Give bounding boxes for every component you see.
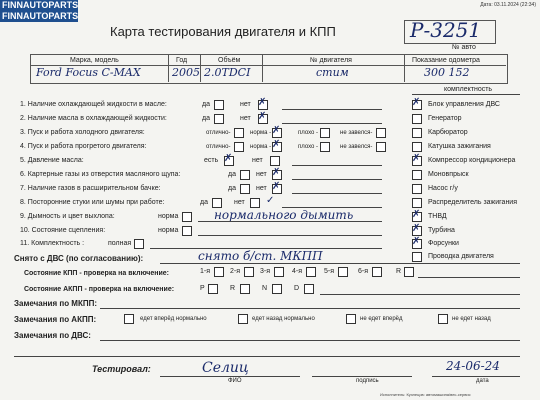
kpp-gear-r: R: [396, 268, 402, 275]
col-odometer-header: Показание одометра: [412, 57, 480, 64]
component-6: Моновпрыск: [428, 171, 469, 178]
check-1-yes: да: [202, 101, 210, 108]
kpp-label: Состояние КПП - проверка на включение:: [24, 270, 169, 277]
component-9: ТНВД: [428, 213, 447, 220]
smoke-handwritten: нормального дымить: [214, 208, 354, 222]
akpp-back-ok: едет назад нормально: [252, 316, 315, 322]
component-box-3[interactable]: [412, 128, 422, 138]
akpp-gear-p: P: [200, 285, 205, 292]
check-mark-icon: ✗: [412, 223, 421, 234]
odometer-value: 300 152: [424, 66, 470, 79]
logo-line-2: FINNAUTOPARTS: [2, 11, 79, 21]
check-4-excellent-box[interactable]: [234, 142, 244, 152]
component-2: Генератор: [428, 115, 462, 122]
check-5-no-box[interactable]: [270, 156, 280, 166]
check-4-bad: плохо -: [298, 144, 319, 150]
remarks-dvs-label: Замечания по ДВС:: [14, 331, 91, 340]
akpp-gear-n-box[interactable]: [272, 284, 282, 294]
check-mark-icon: ✗: [272, 181, 281, 192]
check-6-yes: да: [228, 171, 236, 178]
check-mark-icon: ✗: [224, 153, 233, 164]
akpp-no-forward: не едет вперёд: [360, 316, 403, 322]
check-2-no: нет: [240, 115, 251, 122]
removed-handwritten: снято б/ст. МКПП: [198, 249, 323, 263]
check-2-label: 2. Наличие масла в охлаждающей жидкости:: [20, 115, 167, 122]
check-8-no: нет: [234, 199, 245, 206]
component-8: Распределитель зажигания: [428, 199, 518, 206]
kpp-gear-6: 6-я: [358, 268, 369, 275]
engine-value: стим: [316, 66, 349, 79]
check-7-yes: да: [228, 185, 236, 192]
answer-line: [198, 235, 382, 236]
company-logo: [0, 0, 78, 22]
kpp-gear-1-box[interactable]: [214, 267, 224, 277]
check-8-no-box[interactable]: [250, 198, 260, 208]
akpp-gear-r-box[interactable]: [240, 284, 250, 294]
answer-line: [198, 221, 382, 222]
kpp-gear-2: 2-я: [230, 268, 241, 275]
year-value: 2005: [172, 66, 200, 79]
check-3-bad: плохо -: [298, 130, 319, 136]
removed-label: Снято с ДВС (по согласованию):: [14, 254, 144, 263]
component-5: Компрессор кондиционера: [428, 157, 516, 164]
date-handwritten: 24-06-24: [446, 359, 500, 373]
component-box-7[interactable]: [412, 184, 422, 194]
check-1-label: 1. Наличие охлаждающей жидкости в масле:: [20, 101, 167, 108]
akpp-gear-r: R: [230, 285, 236, 292]
sign-label: подпись: [356, 378, 379, 384]
col-year-header: Год: [176, 57, 188, 64]
model-value: Ford Focus C-MAX: [36, 66, 141, 79]
check-10-normal: норма: [158, 227, 179, 234]
check-1-yes-box[interactable]: [214, 100, 224, 110]
kpp-gear-4: 4-я: [292, 268, 303, 275]
kpp-gear-5-box[interactable]: [338, 267, 348, 277]
fio-handwritten: Селиц: [202, 360, 249, 376]
check-11-label: 11. Комплектность :: [20, 240, 85, 247]
akpp-label: Состояние АКПП - проверка на включение:: [24, 286, 175, 293]
kpp-gear-3: 3-я: [260, 268, 271, 275]
check-mark-icon: ✗: [412, 236, 421, 247]
component-3: Карбюратор: [428, 129, 468, 136]
check-4-no-start-box[interactable]: [376, 142, 386, 152]
check-3-bad-box[interactable]: [320, 128, 330, 138]
check-mark-icon: ✗: [258, 97, 267, 108]
answer-line: [282, 123, 382, 124]
check-mark-icon: ✗: [272, 125, 281, 136]
check-6-yes-box[interactable]: [240, 170, 250, 180]
check-4-no-start: не завелся-: [340, 144, 373, 150]
remarks-mkpp-line: [100, 308, 520, 309]
vehicle-number-handwritten: Р-3251: [410, 18, 482, 42]
check-7-yes-box[interactable]: [240, 184, 250, 194]
remarks-mkpp-label: Замечания по МКПП:: [14, 299, 98, 308]
check-mark-icon: ✗: [412, 97, 421, 108]
answer-line: [292, 165, 382, 166]
check-8-yes: да: [200, 199, 208, 206]
table-col-line: [262, 54, 263, 82]
kpp-line: [418, 277, 520, 278]
sign-line: [312, 376, 412, 377]
component-box-12[interactable]: [412, 252, 422, 262]
check-mark-icon: ✗: [412, 209, 421, 220]
akpp-gear-n: N: [262, 285, 268, 292]
remarks-akpp-label: Замечания по АКПП:: [14, 315, 97, 324]
akpp-forward-ok-box[interactable]: [124, 314, 134, 324]
akpp-gear-d: D: [294, 285, 300, 292]
check-3-no-start-box[interactable]: [376, 128, 386, 138]
kpp-gear-1: 1-я: [200, 268, 211, 275]
col-engine-header: № двигателя: [310, 57, 352, 64]
logo-line-1: FINNAUTOPARTS: [2, 0, 79, 10]
footer-note: Исполнитель: Кузнецов: автомашина/вес-сервис: [380, 392, 471, 397]
page-title: Карта тестирования двигателя и КПП: [110, 24, 336, 39]
answer-line: [292, 193, 382, 194]
date-line: [432, 376, 520, 377]
check-2-yes: да: [202, 115, 210, 122]
kpp-gear-2-box[interactable]: [244, 267, 254, 277]
kpp-gear-r-box[interactable]: [404, 267, 414, 277]
answer-line: [292, 179, 382, 180]
check-3-excellent: отлично-: [206, 130, 231, 136]
akpp-back-ok-box[interactable]: [238, 314, 248, 324]
check-10-label: 10. Состояние сцепления:: [20, 227, 106, 234]
check-mark-icon: ✗: [258, 111, 267, 122]
check-mark-icon: ✓: [266, 195, 275, 206]
check-mark-icon: ✗: [412, 153, 421, 164]
check-4-label: 4. Пуск и работа прогретого двигателя:: [20, 143, 147, 150]
fio-label: ФИО: [228, 378, 242, 384]
check-1-no: нет: [240, 101, 251, 108]
fio-line: [160, 376, 300, 377]
kpp-gear-6-box[interactable]: [372, 267, 382, 277]
check-5-yes: есть: [204, 157, 219, 164]
kpp-gear-4-box[interactable]: [306, 267, 316, 277]
complect-header-line: [412, 94, 520, 95]
table-col-line: [168, 54, 169, 82]
component-1: Блок управления ДВС: [428, 101, 500, 108]
component-12: Проводка двигателя: [428, 253, 494, 260]
check-5-label: 5. Давление масла:: [20, 157, 84, 164]
check-8-label: 8. Посторонние стуки или шумы при работе:: [20, 199, 165, 206]
vehicle-number-label: № авто: [452, 44, 476, 51]
check-7-no: нет: [256, 185, 267, 192]
date-label: дата: [476, 378, 489, 384]
check-mark-icon: ✗: [272, 139, 281, 150]
akpp-line: [320, 294, 520, 295]
akpp-forward-ok: едет вперёд нормально: [140, 316, 207, 322]
kpp-gear-5: 5-я: [324, 268, 335, 275]
akpp-no-back-box[interactable]: [438, 314, 448, 324]
akpp-gear-p-box[interactable]: [208, 284, 218, 294]
table-col-line: [404, 54, 405, 82]
check-10-normal-box[interactable]: [182, 226, 192, 236]
check-11-full-box[interactable]: [134, 239, 144, 249]
check-3-normal: норма -: [250, 130, 272, 136]
akpp-no-back: не едет назад: [452, 316, 491, 322]
check-8-yes-box[interactable]: [212, 198, 222, 208]
volume-value: 2.0TDCI: [204, 66, 251, 79]
akpp-no-forward-box[interactable]: [346, 314, 356, 324]
check-2-yes-box[interactable]: [214, 114, 224, 124]
col-model-header: Марка, модель: [70, 57, 119, 64]
component-7: Насос г/у: [428, 185, 458, 192]
check-3-label: 3. Пуск и работа холодного двигателя:: [20, 129, 145, 136]
check-3-excellent-box[interactable]: [234, 128, 244, 138]
component-box-8[interactable]: [412, 198, 422, 208]
complect-header: комплектность: [444, 86, 493, 93]
check-4-normal: норма -: [250, 144, 272, 150]
answer-line: [282, 109, 382, 110]
check-4-excellent: отлично-: [206, 144, 231, 150]
akpp-gear-d-box[interactable]: [304, 284, 314, 294]
component-box-4[interactable]: [412, 142, 422, 152]
table-col-line: [200, 54, 201, 82]
check-6-label: 6. Картерные газы из отверстия масляного щупа:: [20, 171, 181, 178]
component-box-6[interactable]: [412, 170, 422, 180]
date-stamp: Дата: 03.11.2024 (22:34): [480, 2, 536, 8]
check-11-full: полная: [108, 240, 132, 247]
check-9-label: 9. Дымность и цвет выхлопа:: [20, 213, 115, 220]
removed-line: [160, 263, 520, 264]
check-6-no: нет: [256, 171, 267, 178]
remarks-dvs-line: [100, 340, 520, 341]
check-9-normal: норма: [158, 213, 179, 220]
check-9-normal-box[interactable]: [182, 212, 192, 222]
check-5-no: нет: [252, 157, 263, 164]
component-11: Форсунки: [428, 240, 459, 247]
vehicle-number-box: [404, 20, 496, 44]
check-4-bad-box[interactable]: [320, 142, 330, 152]
remarks-extra-line: [14, 356, 520, 357]
component-4: Катушка зажигания: [428, 143, 491, 150]
check-3-no-start: не завелся-: [340, 130, 373, 136]
component-10: Турбина: [428, 227, 455, 234]
check-7-label: 7. Наличие газов в расширительном бачке:: [20, 185, 161, 192]
tested-label: Тестировал:: [92, 364, 151, 374]
col-volume-header: Объём: [218, 57, 241, 64]
component-box-2[interactable]: [412, 114, 422, 124]
check-mark-icon: ✗: [272, 167, 281, 178]
kpp-gear-3-box[interactable]: [274, 267, 284, 277]
